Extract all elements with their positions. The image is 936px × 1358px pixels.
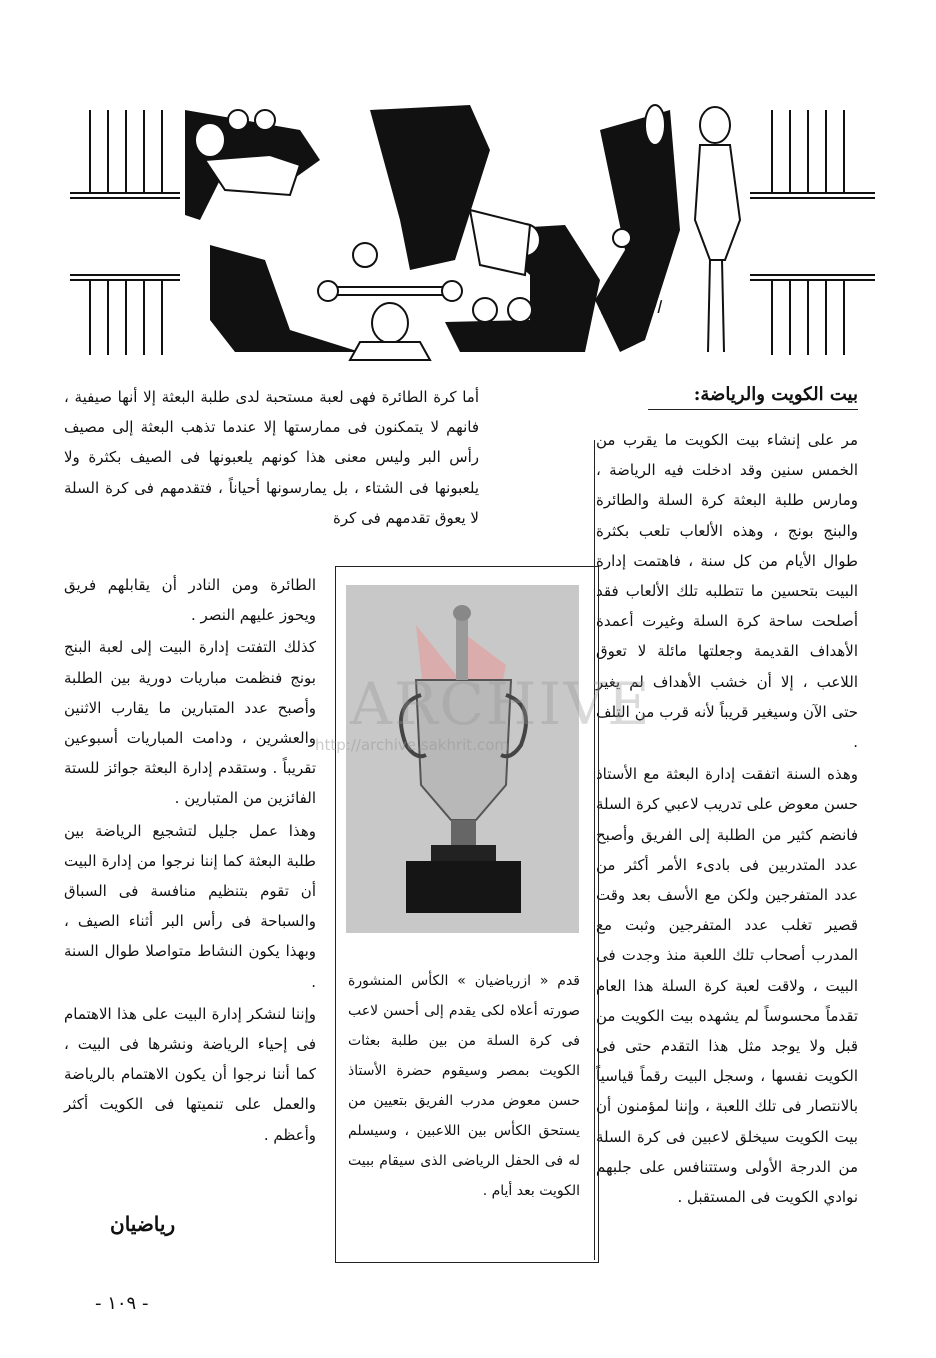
right-paragraph: وهذه السنة اتفقت إدارة البعثة مع الأستاذ حسن معوض على تدريب لاعبي كرة السلة فانضم كثير من الطلبة إلى الفريق وأصبح عدد المتدربين فى بادىء الأمر أكثر من عدد المتفرجين ولكن مع الأسف بعد وقت قصير تغلب عدد المتفرجين وثبت مع المدرب أصحاب تلك اللعبة منذ وجدت فى البيت ، ولاقت لعبة كرة السلة هذا العام تقدماً محسوساً لم يشهده بيت الكويت من قبل ولا يوجد مثل هذا التقدم حتى فى الكويت نفسها ، وسجل البيت رقماً قياسياً بالانتصار فى تلك اللعبة ، وإننا لمؤمنون أن بيت الكويت سيخلق لاعبين فى كرة السلة من الدرجة الأولى وستتنافس على جلبهم نوادي الكويت فى المستقبل . xyxy=(596,765,858,1207)
page-number: - ١٠٩ - xyxy=(95,1293,149,1314)
article-heading: بيت الكويت والرياضة: xyxy=(693,384,858,405)
archive-watermark-url: http://archive.sakhrit.com xyxy=(315,736,509,754)
photo-caption: قدم « ازرياضيان » الكأس المنشورة صورته أعلاه لكى يقدم إلى أحسن لاعب فى كرة السلة من بين طلبة بعثات الكويت بمصر وسيقوم حضرة الأستاذ حسن معوض مدرب الفريق بتعيين من يستحق الكأس بين اللاعبين ، وسيسلم له فى الحفل الرياضى الذى سيقام ببيت الكويت بعد أيام . xyxy=(348,973,580,1199)
banner-side-bars-right xyxy=(750,110,875,355)
artist-signature: الأنصاري xyxy=(600,298,661,318)
left-paragraph: الطائرة ومن النادر أن يقابلهم فريق ويحوز عليهم النصر . xyxy=(64,576,316,625)
left-paragraph: وهذا عمل جليل لتشجيع الرياضة بين طلبة البعثة كما إننا نرجوا من إدارة البيت أن تقوم بتنظيم منافسة فى السباق والسباحة فى رأس البر أثناء الصيف ، وبهذا يكون النشاط متواصلا طوال السنة . xyxy=(64,821,316,991)
left-paragraph: كذلك التفتت إدارة البيت إلى لعبة البنج بونج فنظمت مباريات دورية بين الطلبة وأصبح عدد المتبارين ما يقارب الاثنين والعشرين ، ودامت المباريات أسبوعين تقريباً . وستقدم إدارة البعثة جوائز للستة الفائزين من المتبارين . xyxy=(64,638,316,808)
left-paragraph: وإننا لنشكر إدارة البيت على هذا الاهتمام فى إحياء الرياضة ونشرها فى البيت ، كما أننا نرجوا أن يكون الاهتمام بالرياضة والعمل على تنميتها فى الكويت أكثر وأعظم . xyxy=(64,1004,316,1144)
left-article-body xyxy=(64,570,316,1152)
heading-underline xyxy=(648,409,858,410)
left-article-top xyxy=(64,382,479,535)
sports-banner-illustration xyxy=(60,90,880,365)
left-top-paragraph: أما كرة الطائرة فهى لعبة مستحبة لدى طلبة البعثة إلا أنها صيفية ، فانهم لا يتمكنون فى ممارستها إلا عندما تذهب البعثة إلى مصيف رأس البر وليس معنى هذا كونهم يلعبونها فى الصيف بكثرة ولا يلعبونها فى الشتاء ، بل يمارسونها أحياناً ، فتقدمهم فى كرة السلة لا يعوق تقدمهم فى كرة xyxy=(64,388,479,527)
right-paragraph: مر على إنشاء بيت الكويت ما يقرب من الخمس سنين وقد ادخلت فيه الرياضة ، ومارس طلبة البعثة كرة السلة والطائرة والبنج بونج ، وهذه الألعاب تلعب بكثرة طوال الأيام من كل سنة ، فاهتمت إدارة البيت بتحسين ما تتطلبه تلك الألعاب فقد أصلحت ساحة كرة السلة وغيرت أعمدة الأهداف القديمة وجعلتها مائلة لا تعوق اللاعب ، إلا أن خشب الأهداف لم يغير حتى الآن وسيغير قريباً لأنه قرب من التلف . xyxy=(596,431,858,752)
trophy-cup-image xyxy=(346,585,579,933)
author-signature: رياضيان xyxy=(110,1212,176,1236)
banner-side-bars-left xyxy=(70,110,180,355)
trophy-photo xyxy=(346,585,579,933)
right-article-body xyxy=(596,425,858,1214)
archive-watermark: ARCHIVE xyxy=(350,670,652,738)
